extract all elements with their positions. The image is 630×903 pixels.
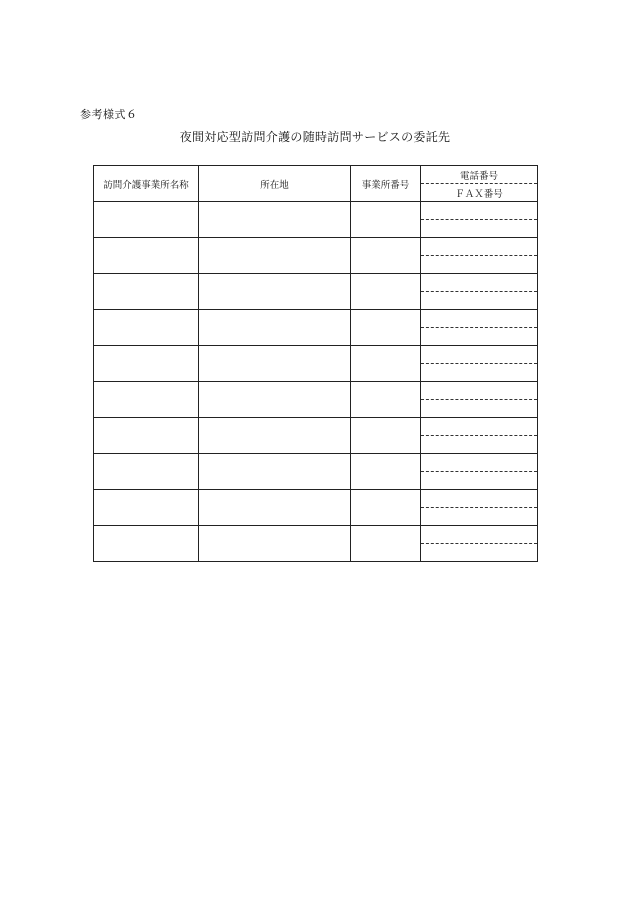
office-name-cell[interactable]: [94, 526, 199, 562]
phone-fax-cell: [421, 490, 538, 526]
fax-cell[interactable]: [421, 508, 537, 525]
phone-fax-cell: [421, 202, 538, 238]
office-number-cell[interactable]: [351, 418, 421, 454]
office-number-cell[interactable]: [351, 274, 421, 310]
header-fax: ＦＡＸ番号: [455, 188, 503, 200]
office-name-cell[interactable]: [94, 202, 199, 238]
phone-fax-cell: [421, 274, 538, 310]
phone-fax-cell: [421, 238, 538, 274]
form-number-label: 参考様式６: [80, 108, 138, 121]
address-cell[interactable]: [199, 418, 351, 454]
office-name-cell[interactable]: [94, 274, 199, 310]
office-name-cell[interactable]: [94, 346, 199, 382]
table-row: [94, 202, 538, 238]
table-header-row: [94, 166, 538, 202]
phone-fax-cell: [421, 382, 538, 418]
table-row: [94, 382, 538, 418]
office-number-cell[interactable]: [351, 526, 421, 562]
phone-cell[interactable]: [421, 274, 537, 292]
phone-cell[interactable]: [421, 382, 537, 400]
table-row: [94, 454, 538, 490]
phone-cell[interactable]: [421, 490, 537, 508]
table-row: [94, 490, 538, 526]
office-number-cell[interactable]: [351, 490, 421, 526]
header-phone: 電話番号: [421, 166, 537, 184]
phone-cell[interactable]: [421, 526, 537, 544]
table-row: [94, 310, 538, 346]
phone-cell[interactable]: [421, 454, 537, 472]
header-phone-fax: [421, 166, 538, 202]
office-number-cell[interactable]: [351, 346, 421, 382]
address-cell[interactable]: [199, 238, 351, 274]
fax-cell[interactable]: [421, 544, 537, 561]
fax-cell[interactable]: [421, 256, 537, 273]
fax-cell[interactable]: [421, 400, 537, 417]
table-row: [94, 238, 538, 274]
office-number-cell[interactable]: [351, 202, 421, 238]
address-cell[interactable]: [199, 274, 351, 310]
phone-cell[interactable]: [421, 418, 537, 436]
office-number-cell[interactable]: [351, 454, 421, 490]
address-cell[interactable]: [199, 454, 351, 490]
page-title: 夜間対応型訪問介護の随時訪問サービスの委託先: [179, 130, 451, 144]
phone-fax-cell: [421, 418, 538, 454]
office-number-cell[interactable]: [351, 310, 421, 346]
header-office-number: 事業所番号: [351, 166, 421, 202]
address-cell[interactable]: [199, 490, 351, 526]
fax-cell[interactable]: [421, 220, 537, 237]
table-row: [94, 418, 538, 454]
address-cell[interactable]: [199, 526, 351, 562]
fax-cell[interactable]: [421, 436, 537, 453]
contractor-table: [93, 165, 538, 562]
address-cell[interactable]: [199, 346, 351, 382]
office-name-cell[interactable]: [94, 238, 199, 274]
office-number-cell[interactable]: [351, 382, 421, 418]
fax-cell[interactable]: [421, 364, 537, 381]
office-name-cell[interactable]: [94, 418, 199, 454]
office-number-cell[interactable]: [351, 238, 421, 274]
office-name-cell[interactable]: [94, 490, 199, 526]
address-cell[interactable]: [199, 202, 351, 238]
header-address: 所在地: [199, 166, 351, 202]
phone-fax-cell: [421, 526, 538, 562]
table-row: [94, 274, 538, 310]
phone-fax-cell: [421, 310, 538, 346]
table-row: [94, 526, 538, 562]
phone-fax-cell: [421, 346, 538, 382]
fax-cell[interactable]: [421, 328, 537, 345]
office-name-cell[interactable]: [94, 310, 199, 346]
office-name-cell[interactable]: [94, 382, 199, 418]
phone-fax-cell: [421, 454, 538, 490]
header-office-name: 訪問介護事業所名称: [94, 166, 199, 202]
table-body: [94, 202, 538, 562]
address-cell[interactable]: [199, 382, 351, 418]
fax-cell[interactable]: [421, 472, 537, 489]
table-row: [94, 346, 538, 382]
phone-cell[interactable]: [421, 238, 537, 256]
phone-cell[interactable]: [421, 310, 537, 328]
address-cell[interactable]: [199, 310, 351, 346]
fax-cell[interactable]: [421, 292, 537, 309]
office-name-cell[interactable]: [94, 454, 199, 490]
phone-cell[interactable]: [421, 202, 537, 220]
phone-cell[interactable]: [421, 346, 537, 364]
